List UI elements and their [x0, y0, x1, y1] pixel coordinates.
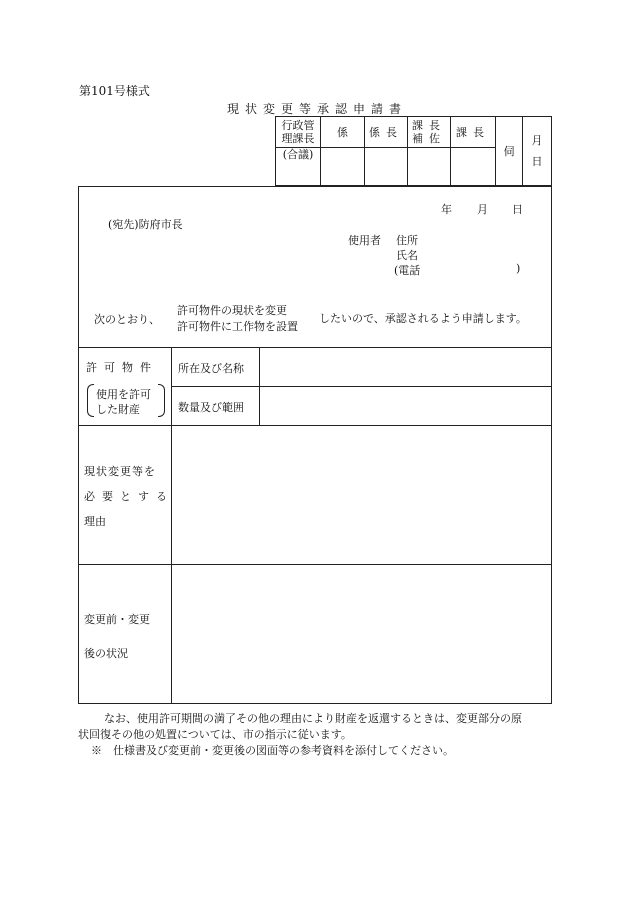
approval-col-date: 月 日	[523, 117, 552, 186]
divider	[78, 347, 552, 348]
stamp-cell	[408, 148, 451, 186]
date-year: 年	[441, 203, 452, 216]
applicant-label: 使用者	[348, 234, 381, 247]
request-option-change: 許可物件の現状を変更	[177, 304, 287, 317]
approval-table	[275, 116, 552, 186]
stamp-cell	[451, 148, 496, 186]
applicant-phone-close: )	[516, 262, 521, 275]
approval-col-staff: 係	[321, 117, 365, 148]
approval-col-inquiry: 伺	[496, 117, 523, 186]
applicant-address-label: 住所	[396, 234, 418, 247]
bracket-right	[158, 384, 165, 417]
note-return-line1: なお、使用許可期間の満了その他の理由により財産を返還するときは、変更部分の原	[104, 712, 522, 725]
quantity-label: 数量及び範囲	[178, 401, 244, 414]
request-suffix: したいので、承認されるよう申請します。	[319, 312, 527, 325]
stamp-cell	[365, 148, 408, 186]
property-note-line2: した財産	[96, 403, 140, 416]
approval-col-admin: 行政管 理課長	[276, 117, 321, 148]
approval-col-deputy: 課長 補佐	[408, 117, 451, 148]
divider	[259, 347, 260, 426]
divider	[78, 425, 552, 426]
reason-label-line1: 現状変更等を	[84, 465, 156, 478]
reason-label-line3: 理由	[84, 515, 106, 528]
divider	[171, 347, 172, 704]
applicant-name-label: 氏名	[396, 249, 418, 262]
status-label-line2: 後の状況	[84, 647, 128, 660]
stamp-cell	[321, 148, 365, 186]
reason-label-line2: 必要とする	[84, 490, 174, 503]
bracket-left	[87, 384, 94, 417]
status-label-line1: 変更前・変更	[84, 613, 150, 626]
note-attachments: ※ 仕様書及び変更前・変更後の図面等の参考資料を添付してください。	[91, 744, 454, 757]
date-day: 日	[512, 203, 523, 216]
request-prefix: 次のとおり、	[94, 313, 160, 326]
approval-col-manager: 課長	[451, 117, 496, 148]
date-month: 月	[477, 203, 488, 216]
request-option-install: 許可物件に工作物を設置	[177, 320, 298, 333]
divider	[171, 386, 552, 387]
applicant-phone-open: (電話	[394, 264, 421, 277]
approval-consult-label: (合議)	[276, 148, 321, 186]
approval-col-chief: 係長	[365, 117, 408, 148]
location-label: 所在及び名称	[178, 362, 244, 375]
property-note-line1: 使用を許可	[96, 388, 151, 401]
note-return-line2: 状回復その他の処置については、市の指示に従います。	[78, 728, 352, 741]
addressee: (宛先)防府市長	[108, 218, 183, 231]
form-number: 第101号様式	[79, 84, 150, 98]
divider	[78, 564, 552, 565]
property-note	[87, 384, 165, 417]
property-label: 許可物件	[86, 361, 158, 374]
document-title: 現状変更等承認申請書	[227, 102, 408, 116]
